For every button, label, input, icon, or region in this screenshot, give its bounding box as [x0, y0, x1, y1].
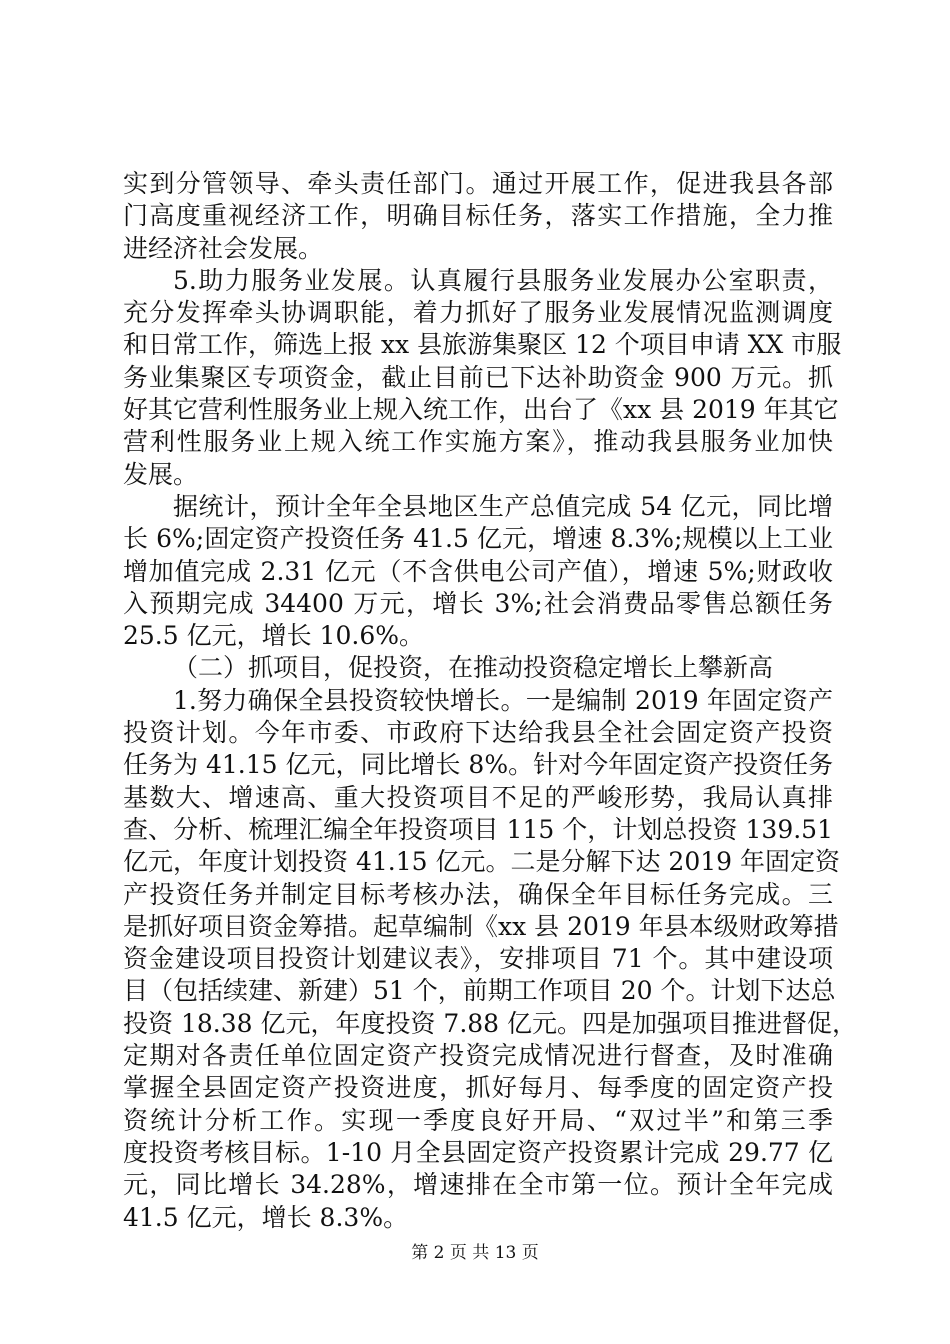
document-body: [123, 168, 858, 1234]
page-footer: 第 2 页 共 13 页: [411, 1243, 539, 1263]
text-line: 产投资任务并制定目标考核办法，确保全年目标任务完成。三: [123, 879, 833, 909]
text-line: 和日常工作，筛选上报 xx 县旅游集聚区 12 个项目申请 XX 市服: [123, 330, 842, 360]
text-line: 5.助力服务业发展。认真履行县服务业发展办公室职责，: [173, 265, 833, 295]
text-line: 务业集聚区专项资金，截止目前已下达补助资金 900 万元。抓: [123, 362, 833, 392]
text-line: 查、分析、梳理汇编全年投资项目 115 个，计划总投资 139.51: [123, 814, 833, 844]
text-line: 41.5 亿元，增长 8.3%。: [123, 1202, 409, 1232]
text-line: 资金建设项目投资计划建议表》，安排项目 71 个。其中建设项: [123, 944, 833, 974]
text-line: 基数大、增速高、重大投资项目不足的严峻形势，我局认真排: [123, 782, 833, 812]
text-line: 实到分管领导、牵头责任部门。通过开展工作，促进我县各部: [123, 169, 833, 198]
text-line: 入预期完成 34400 万元，增长 3%;社会消费品零售总额任务: [123, 588, 833, 618]
text-line: 25.5 亿元，增长 10.6%。: [123, 621, 424, 651]
text-line: 投资计划。今年市委、市政府下达给我县全社会固定资产投资: [123, 718, 833, 748]
text-line: 目（包括续建、新建）51 个，前期工作项目 20 个。计划下达总: [123, 976, 836, 1006]
text-line: 任务为 41.15 亿元，同比增长 8%。针对今年固定资产投资任务: [123, 750, 834, 780]
text-line: 1.努力确保全县投资较快增长。一是编制 2019 年固定资产: [173, 685, 833, 715]
text-line: 发展。: [123, 459, 199, 489]
text-line: 投资 18.38 亿元，年度投资 7.88 亿元。四是加强项目推进督促，: [123, 1008, 858, 1038]
text-line: 资统计分析工作。实现一季度良好开局、“双过半”和第三季: [123, 1105, 833, 1135]
text-line: 增加值完成 2.31 亿元（不含供电公司产值），增速 5%;财政收: [123, 556, 833, 586]
text-line: 元，同比增长 34.28%，增速排在全市第一位。预计全年完成: [123, 1170, 833, 1200]
text-line: 好其它营利性服务业上规入统工作，出台了《xx 县 2019 年其它: [123, 395, 839, 425]
text-line: 门高度重视经济工作，明确目标任务，落实工作措施，全力推: [123, 201, 833, 231]
text-line: 营利性服务业上规入统工作实施方案》，推动我县服务业加快: [123, 427, 833, 457]
text-line: 进经济社会发展。: [123, 233, 324, 263]
text-line: （二）抓项目，促投资，在推动投资稳定增长上攀新高: [173, 653, 774, 683]
text-line: 度投资考核目标。1-10 月全县固定资产投资累计完成 29.77 亿: [123, 1137, 833, 1167]
text-line: 定期对各责任单位固定资产投资完成情况进行督查，及时准确: [123, 1041, 833, 1071]
text-line: 亿元，年度计划投资 41.15 亿元。二是分解下达 2019 年固定资: [123, 847, 840, 877]
text-line: 是抓好项目资金筹措。起草编制《xx 县 2019 年县本级财政筹措: [123, 911, 839, 941]
text-line: 据统计，预计全年全县地区生产总值完成 54 亿元，同比增: [173, 491, 833, 521]
text-line: 充分发挥牵头协调职能，着力抓好了服务业发展情况监测调度: [123, 298, 833, 328]
text-line: 长 6%;固定资产投资任务 41.5 亿元，增速 8.3%;规模以上工业: [123, 524, 833, 554]
text-line: 掌握全县固定资产投资进度，抓好每月、每季度的固定资产投: [123, 1073, 833, 1103]
